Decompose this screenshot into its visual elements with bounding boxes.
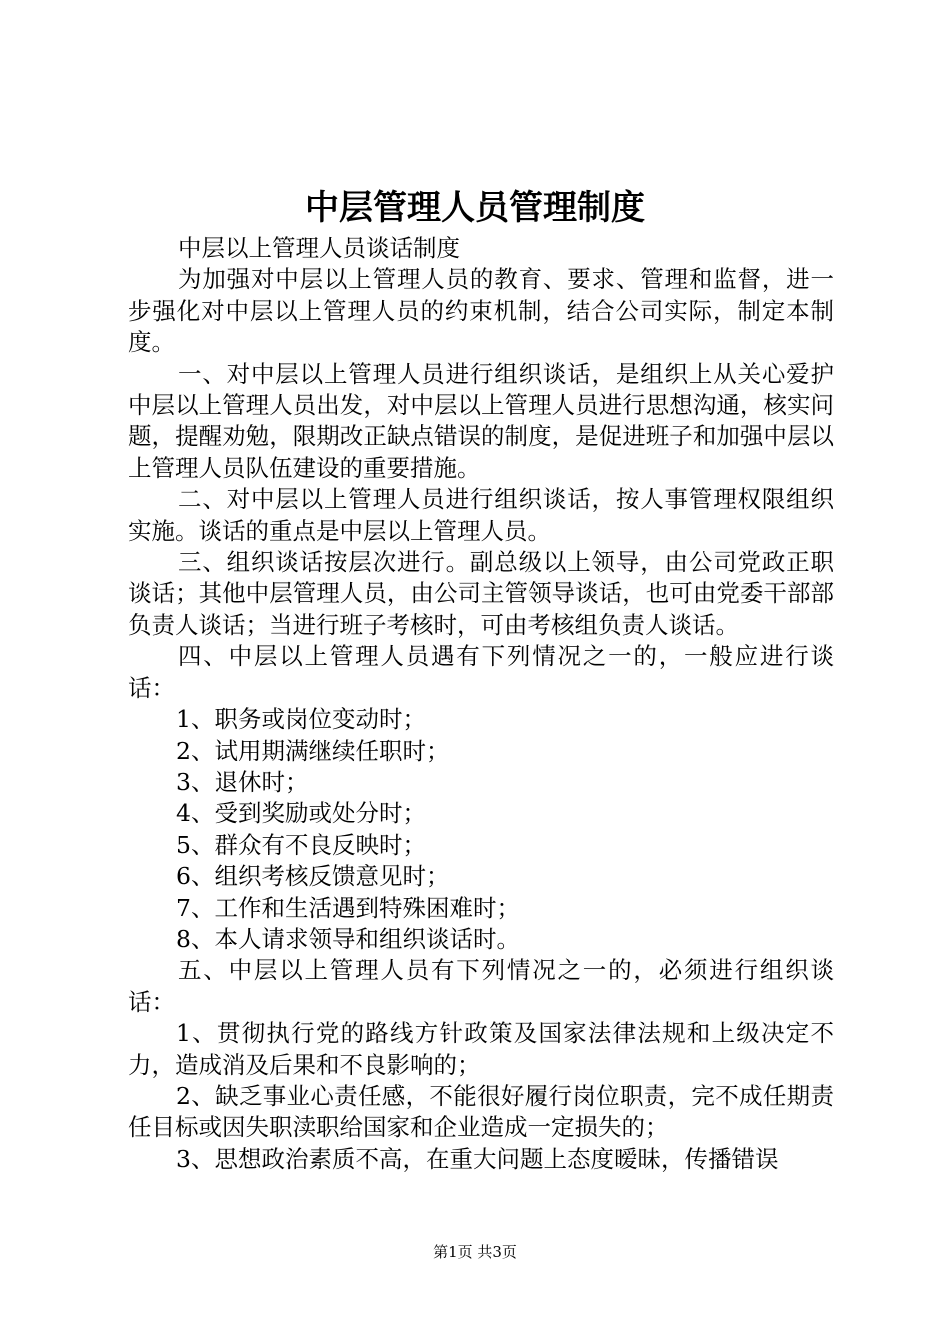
paragraph-subtitle: 中层以上管理人员谈话制度 (178, 234, 460, 262)
paragraph-section-3: 三、组织谈话按层次进行。副总级以上领导，由公司党政正职谈话；其他中层管理人员，由公司主管领导谈话，也可由党委干部部负责人谈话；当进行班子考核时，可由考核组负责人谈话。 (128, 548, 834, 639)
list-item: 2、缺乏事业心责任感，不能很好履行岗位职责，完不成任期责任目标或因失职渎职给国家和企业造成一定损失的； (128, 1081, 834, 1142)
list-item: 1、职务或岗位变动时； (176, 705, 426, 734)
page-footer: 第1页 共3页 (433, 1243, 517, 1261)
paragraph-intro: 为加强对中层以上管理人员的教育、要求、管理和监督，进一步强化对中层以上管理人员的约束机制，结合公司实际，制定本制度。 (128, 265, 834, 357)
list-item: 4、受到奖励或处分时； (176, 799, 426, 828)
list-item: 3、思想政治素质不高，在重大问题上态度暧昧，传播错误 (176, 1144, 779, 1173)
list-item: 8、本人请求领导和组织谈话时。 (176, 924, 520, 953)
paragraph-section-2: 二、对中层以上管理人员进行组织谈话，按人事管理权限组织实施。谈话的重点是中层以上管理人员。 (128, 485, 834, 545)
paragraph-section-1: 一、对中层以上管理人员进行组织谈话，是组织上从关心爱护中层以上管理人员出发，对中层以上管理人员进行思想沟通，核实问题，提醒劝勉，限期改正缺点错误的制度，是促进班子和加强中层以上管理人员队伍建设的重要措施。 (128, 359, 834, 482)
paragraph-section-5: 五、中层以上管理人员有下列情况之一的，必须进行组织谈话： (128, 956, 834, 1016)
document-body (128, 233, 834, 1175)
list-item: 3、退休时； (176, 767, 309, 796)
list-item: 7、工作和生活遇到特殊困难时； (176, 893, 520, 922)
list-item: 2、试用期满继续任职时； (176, 736, 450, 765)
list-item: 1、贯彻执行党的路线方针政策及国家法律法规和上级决定不力，造成消及后果和不良影响的； (128, 1019, 834, 1079)
list-item: 6、组织考核反馈意见时； (176, 862, 450, 891)
list-item: 5、群众有不良反映时； (176, 830, 426, 859)
document-title: 中层管理人员管理制度 (305, 188, 645, 228)
paragraph-section-4: 四、中层以上管理人员遇有下列情况之一的，一般应进行谈话： (128, 642, 834, 702)
